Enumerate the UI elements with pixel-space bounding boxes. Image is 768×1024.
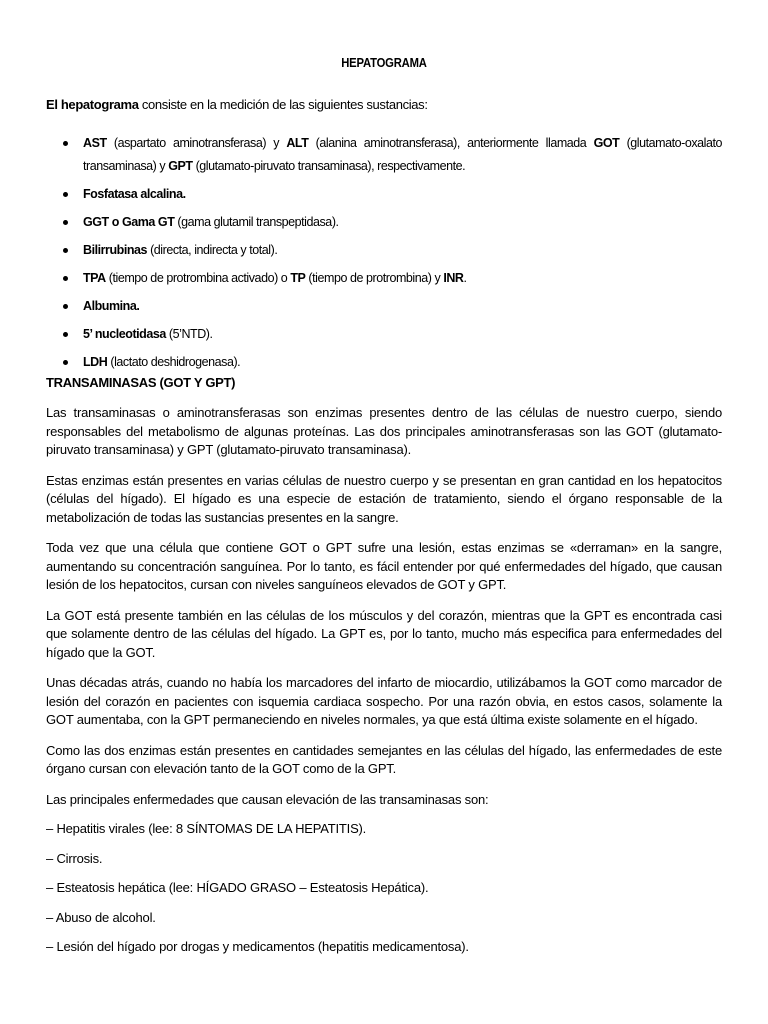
list-item (46, 267, 722, 290)
dash-item: – Abuso de alcohol. (46, 909, 156, 925)
list-item-text: (glutamato-piruvato transaminasa), respectivamente. (192, 159, 466, 173)
lead-in: Las principales enfermedades que causan elevación de las transaminasas son: (46, 791, 489, 807)
dash-item: – Hepatitis virales (lee: 8 SÍNTOMAS DE LA HEPATITIS). (46, 821, 367, 836)
list-item-text: (tiempo de protrombina) y (305, 271, 444, 285)
list-item (46, 323, 722, 346)
list-item (46, 211, 722, 234)
paragraph: Como las dos enzimas están presentes en cantidades semejantes en las células del hígado, las enfermedades de este órgano cursan con elevación tanto de la GOT como de la GPT. (46, 742, 722, 776)
list-item-bold: LDH (83, 355, 108, 369)
list-item-bold: GOT (593, 136, 620, 150)
list-item (46, 239, 722, 262)
list-item-bold: TP (290, 271, 306, 285)
dash-item: – Cirrosis. (46, 850, 103, 866)
list-item-bold: 5’ nucleotidasa (83, 327, 166, 341)
intro-bold: El hepatograma (46, 97, 139, 112)
list-item-bold: GGT o Gama GT (83, 215, 175, 229)
intro-text: consiste en la medición de las siguientes sustancias: (138, 97, 428, 112)
document-title: HEPATOGRAMA (341, 56, 427, 70)
list-item-bold: GPT (168, 159, 193, 173)
paragraph: Unas décadas atrás, cuando no había los marcadores del infarto de miocardio, utilizábamos la GOT como marcador de lesión del corazón en pacientes con isquemia cardiaca sospecho. Por una razón obvia, en estos casos, solamente la GOT aumentaba, con la GPT permaneciendo en niveles normales, ya que está última existe solamente en el hígado. (46, 675, 722, 727)
list-item-bold: AST (83, 136, 107, 150)
dash-item: – Esteatosis hepática (lee: HÍGADO GRASO – Esteatosis Hepática). (46, 880, 429, 895)
list-item-bold: TPA (83, 271, 106, 285)
list-item-bold: INR (443, 271, 464, 285)
list-item-text: (5’NTD). (165, 327, 213, 341)
list-item-text: (aspartato aminotransferasa) y (106, 136, 287, 150)
paragraph: Estas enzimas están presentes en varias células de nuestro cuerpo y se presentan en gran cantidad en los hepatocitos (células del hígado). El hígado es una especie de estación de tratamiento, siendo el órgano responsable de la metabolización de todas las sustancias presentes en la sangre. (46, 472, 722, 525)
list-item (46, 132, 722, 178)
list-item (46, 351, 722, 374)
list-item-text: (tiempo de protrombina activado) o (105, 271, 291, 285)
dash-item: – Lesión del hígado por drogas y medicamentos (hepatitis medicamentosa). (46, 939, 469, 954)
substance-list (46, 132, 722, 379)
list-item-bold: ALT (286, 136, 309, 150)
body-text (46, 404, 722, 968)
paragraph: La GOT está presente también en las células de los músculos y del corazón, mientras que la GPT es encontrada casi que solamente dentro de las células del hígado. La GPT es, por lo tanto, mucho más especifica para enfermedades del hígado que la GOT. (46, 607, 722, 660)
list-item-text: (directa, indirecta y total). (147, 243, 278, 257)
list-item (46, 295, 722, 318)
list-item-text: (lactato deshidrogenasa). (107, 355, 241, 369)
section-heading: TRANSAMINASAS (GOT Y GPT) (46, 375, 236, 390)
paragraph: Las transaminasas o aminotransferasas son enzimas presentes dentro de las células de nuestro cuerpo, siendo responsables del metabolismo de algunas proteínas. Las dos principales aminotransferasas son las GOT (glutamato-piruvato transaminasa) y GPT (glutamato-piruvato transaminasa). (46, 405, 722, 457)
list-item-bold: Fosfatasa alcalina. (83, 187, 186, 201)
paragraph: Toda vez que una célula que contiene GOT o GPT sufre una lesión, estas enzimas se «derraman» en la sangre, aumentando su concentración sanguínea. Por lo tanto, es fácil entender por qué enfermedades del hígado, que causan lesión de los hepatocitos, cursan con niveles sanguíneos elevados de GOT y GPT. (46, 540, 722, 592)
list-item-bold: Bilirrubinas (83, 243, 148, 257)
intro-line (46, 97, 428, 112)
list-item-text: (alanina aminotransferasa), anteriormente llamada (308, 136, 594, 150)
list-item (46, 183, 722, 206)
list-item-bold: Albumina. (83, 299, 140, 313)
list-item-text: (glutamato-oxalato transaminasa) y (83, 136, 722, 173)
list-item-text: (gama glutamil transpeptidasa). (174, 215, 339, 229)
list-item-text: . (463, 271, 467, 285)
